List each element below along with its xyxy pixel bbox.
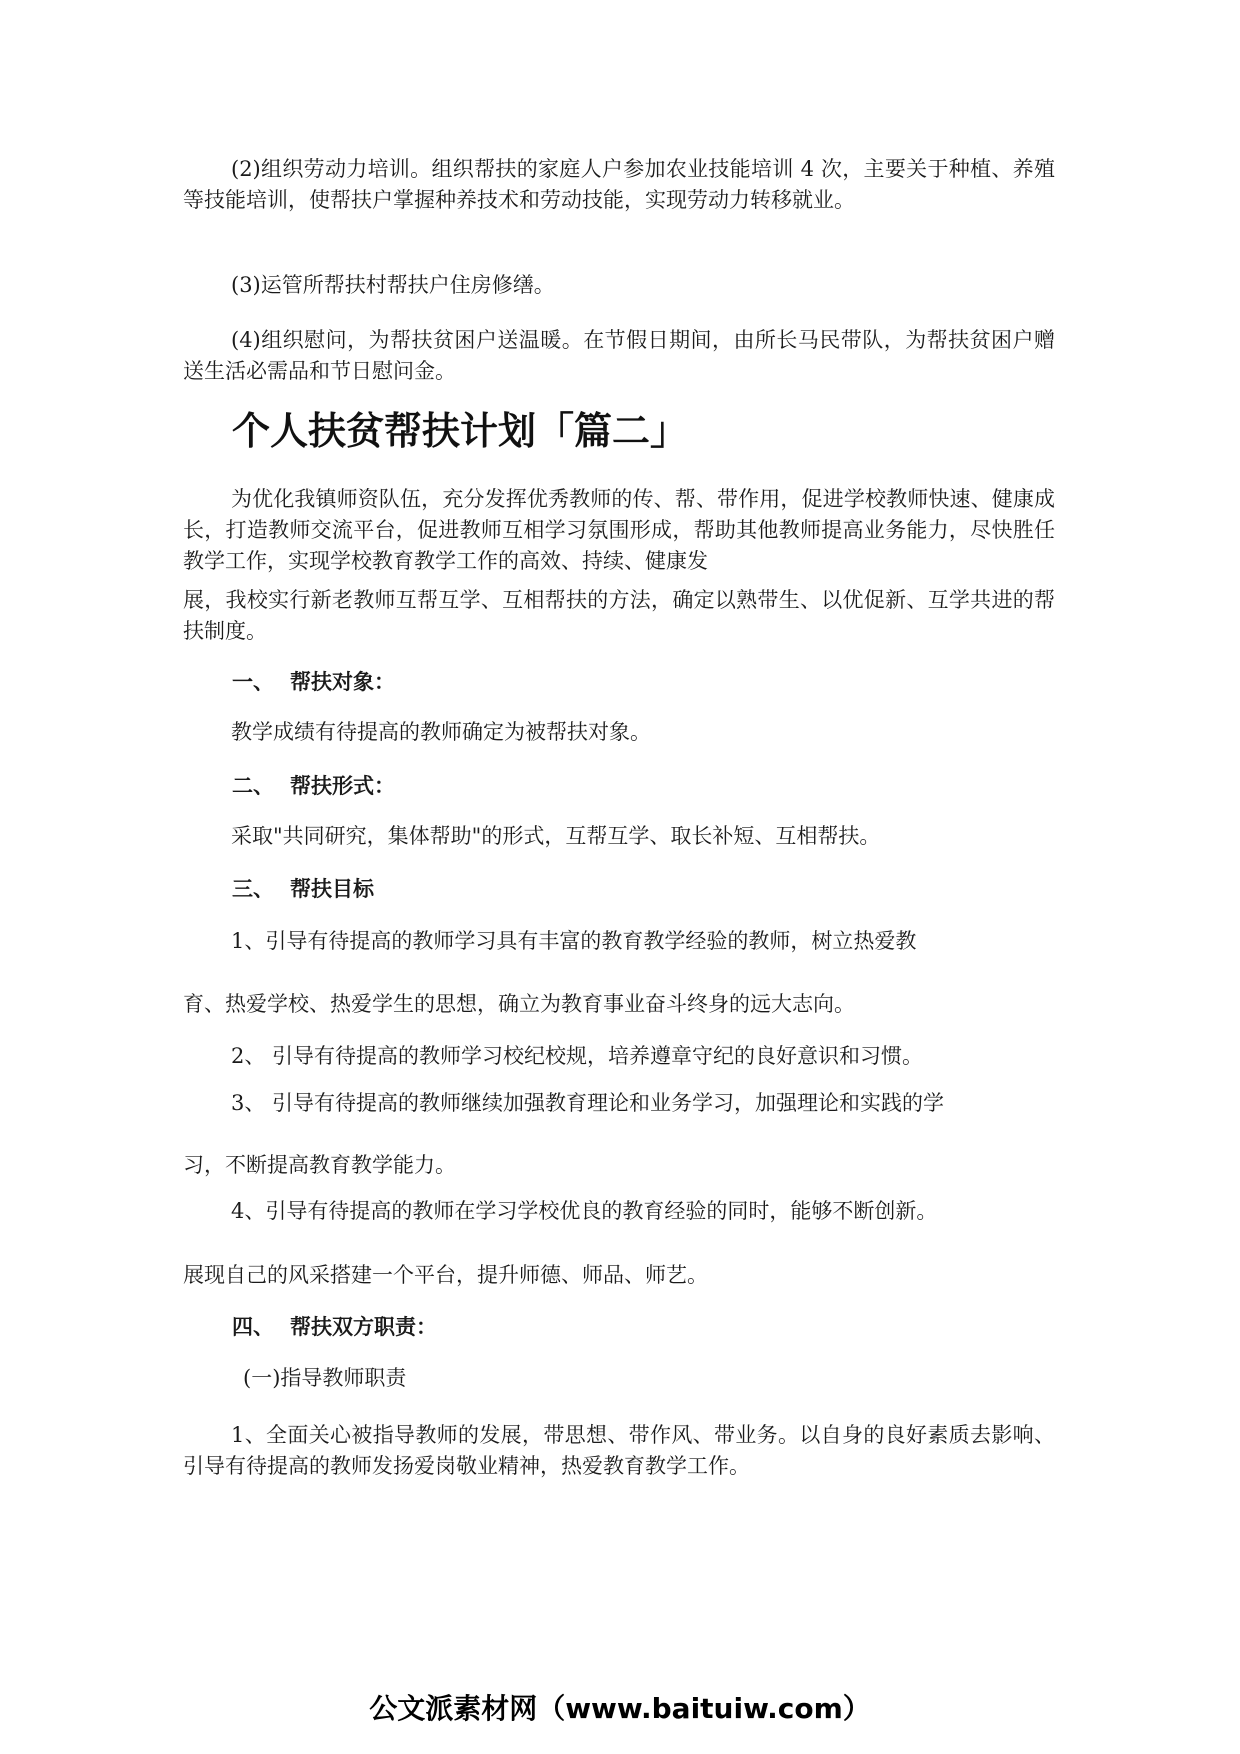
goal-item-1a: 1、引导有待提高的教师学习具有丰富的教育教学经验的教师，树立热爱教 [231,929,917,953]
duties-subheading: (一)指导教师职责 [243,1366,407,1390]
goal-item-2: 2、 引导有待提高的教师学习校纪校规，培养遵章守纪的良好意识和习惯。 [231,1044,924,1068]
subheading-title: 帮扶形式： [290,774,395,798]
subheading-duties [232,1312,437,1342]
subheading-target [232,667,395,697]
target-body: 教学成绩有待提高的教师确定为被帮扶对象。 [231,720,651,744]
subheading-form [232,771,395,801]
intro-paragraph-part1: 为优化我镇师资队伍，充分发挥优秀教师的传、帮、带作用，促进学校教师快速、健康成长，打造教师交流平台，促进教师互相学习氛围形成，帮助其他教师提高业务能力，尽快胜任教学工作，实现学校教育教学工作的高效、持续、健康发 [183,487,1055,573]
goal-item-3a: 3、 引导有待提高的教师继续加强教育理论和业务学习，加强理论和实践的学 [231,1091,945,1115]
subheading-number: 四、 [232,1315,274,1339]
subheading-number: 二、 [232,774,274,798]
subheading-title: 帮扶对象： [290,670,395,694]
subheading-number: 一、 [232,670,274,694]
goal-item-3b: 习，不断提高教育教学能力。 [183,1153,456,1177]
goal-item-4a: 4、引导有待提高的教师在学习学校优良的教育经验的同时，能够不断创新。 [231,1199,938,1223]
section-heading: 个人扶贫帮扶计划「篇二」 [232,409,689,453]
footer-watermark: 公文派素材网（www.baituiw.com） [369,1692,871,1725]
form-body: 采取"共同研究，集体帮助"的形式，互帮互学、取长补短、互相帮扶。 [231,824,881,848]
goal-item-1b: 育、热爱学校、热爱学生的思想，确立为教育事业奋斗终身的远大志向。 [183,992,855,1016]
subheading-title: 帮扶目标 [290,877,374,901]
subheading-number: 三、 [232,877,274,901]
goal-item-4b: 展现自己的风采搭建一个平台，提升师德、师品、师艺。 [183,1263,708,1287]
duties-item-1: 1、全面关心被指导教师的发展，带思想、带作风、带业务。以自身的良好素质去影响、引导有待提高的教师发扬爱岗敬业精神，热爱教育教学工作。 [183,1423,1055,1478]
paragraph-housing: (3)运管所帮扶村帮扶户住房修缮。 [231,273,555,297]
paragraph-visit: (4)组织慰问，为帮扶贫困户送温暖。在节假日期间，由所长马民带队，为帮扶贫困户赠送生活必需品和节日慰问金。 [183,328,1055,383]
paragraph-training: (2)组织劳动力培训。组织帮扶的家庭人户参加农业技能培训 4 次，主要关于种植、养殖等技能培训，使帮扶户掌握种养技术和劳动技能，实现劳动力转移就业。 [183,157,1055,212]
subheading-title: 帮扶双方职责： [290,1315,437,1339]
intro-paragraph-part2: 展，我校实行新老教师互帮互学、互相帮扶的方法，确定以熟带生、以优促新、互学共进的帮扶制度。 [183,588,1055,643]
subheading-goal [232,874,374,904]
